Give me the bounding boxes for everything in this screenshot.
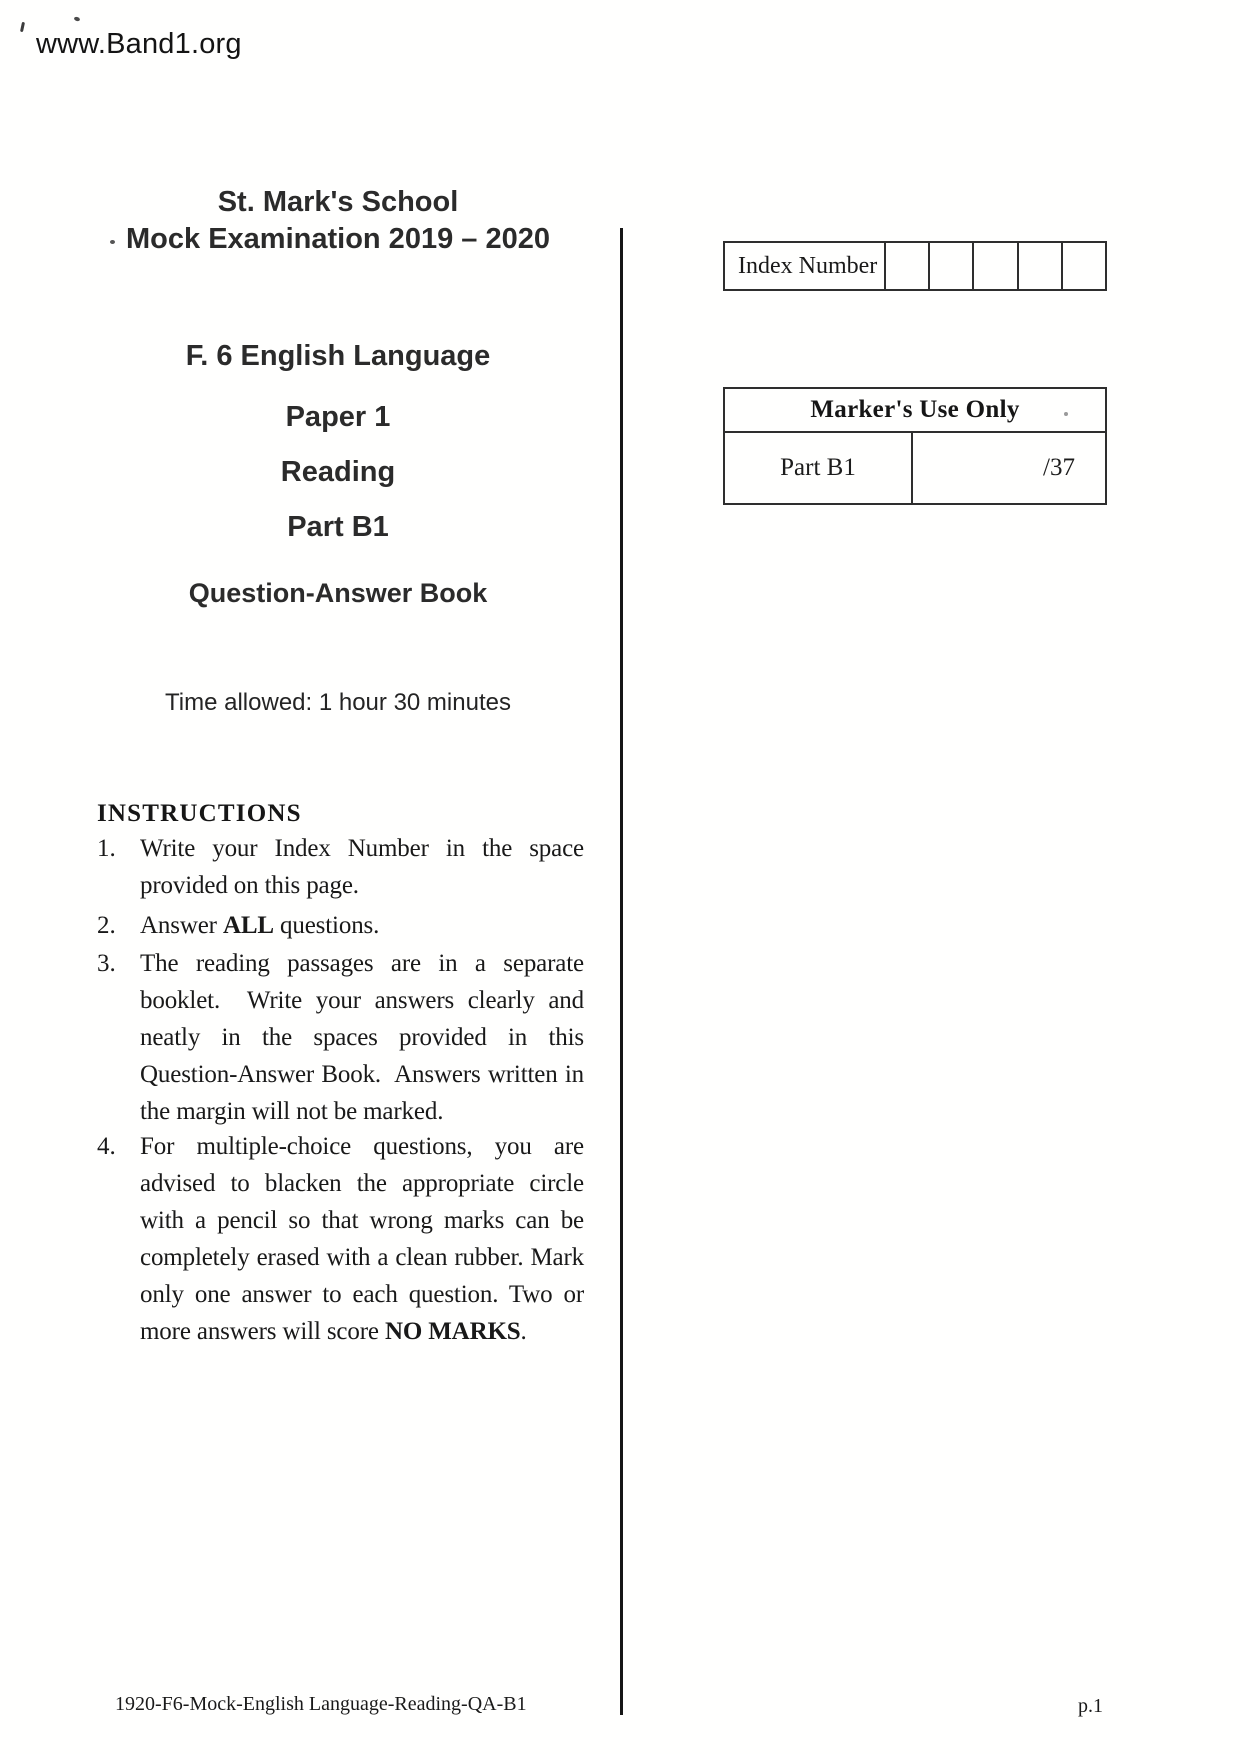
markers-table-header: Marker's Use Only [725,389,1105,433]
time-allowed: Time allowed: 1 hour 30 minutes [165,689,511,716]
index-number-cell [972,243,1016,289]
instruction-text-segment: . [520,1318,527,1345]
instruction-text-segment: Answer [140,912,223,939]
instruction-text [140,830,591,904]
watermark: www.Band1.org [36,28,242,60]
page-number: p.1 [1078,1695,1103,1717]
instruction-text-segment: Write your Index Number in the space provided on this page. [140,835,591,899]
part-title: Part B1 [287,511,389,543]
school-name: St. Mark's School [217,186,459,218]
index-number-cell [884,243,928,289]
instruction-number: 4. [97,1133,116,1160]
marker-table-row [725,433,1105,503]
instruction-text [140,907,584,944]
index-number-cell [1061,243,1105,289]
index-number-cell [1017,243,1061,289]
instruction-item [97,907,584,944]
markers-use-only-table [723,387,1107,505]
instruction-text-segment: For multiple-choice questions, you are advised to blacken the appropriate circle with a pencil so that wrong marks can be completely erased with a clean rubber. Mark only one answer to each question. Two or more answers will score [140,1133,591,1345]
instructions-heading: INSTRUCTIONS [97,800,302,827]
component-title: Reading [280,456,396,488]
instruction-text-segment: The reading passages are in a separate booklet. Write your answers clearly and neatly in the spaces provided in this Question-Answer Book. Answers written in the margin will not be marked. [140,950,591,1125]
marker-score-value: /37 [1043,454,1075,481]
column-divider-line [620,228,623,1715]
instruction-text [140,1128,591,1350]
index-number-label: Index Number [738,252,878,279]
instruction-item [97,830,591,904]
school-header [60,184,616,258]
instruction-text-bold: NO MARKS [384,1318,521,1345]
exam-title: Mock Examination 2019 – 2020 [126,223,550,255]
instruction-item [97,1128,591,1350]
instruction-text-segment: questions. [273,912,380,939]
scan-artifact [20,22,25,32]
instruction-number: 1. [97,835,116,862]
marker-part-label: Part B1 [725,433,913,503]
subject-title: F. 6 English Language [185,340,491,372]
instruction-text [140,945,591,1130]
book-type-title: Question-Answer Book [188,578,488,608]
instruction-item [97,945,591,1130]
scan-artifact [73,16,80,22]
index-number-box [723,241,1107,291]
instruction-number: 2. [97,912,116,939]
paper-title: Paper 1 [285,401,391,433]
instruction-text-bold: ALL [222,912,274,939]
instruction-number: 3. [97,950,116,977]
footer-document-code: 1920-F6-Mock-English Language-Reading-QA-B1 [115,1693,527,1715]
index-number-cell [928,243,972,289]
